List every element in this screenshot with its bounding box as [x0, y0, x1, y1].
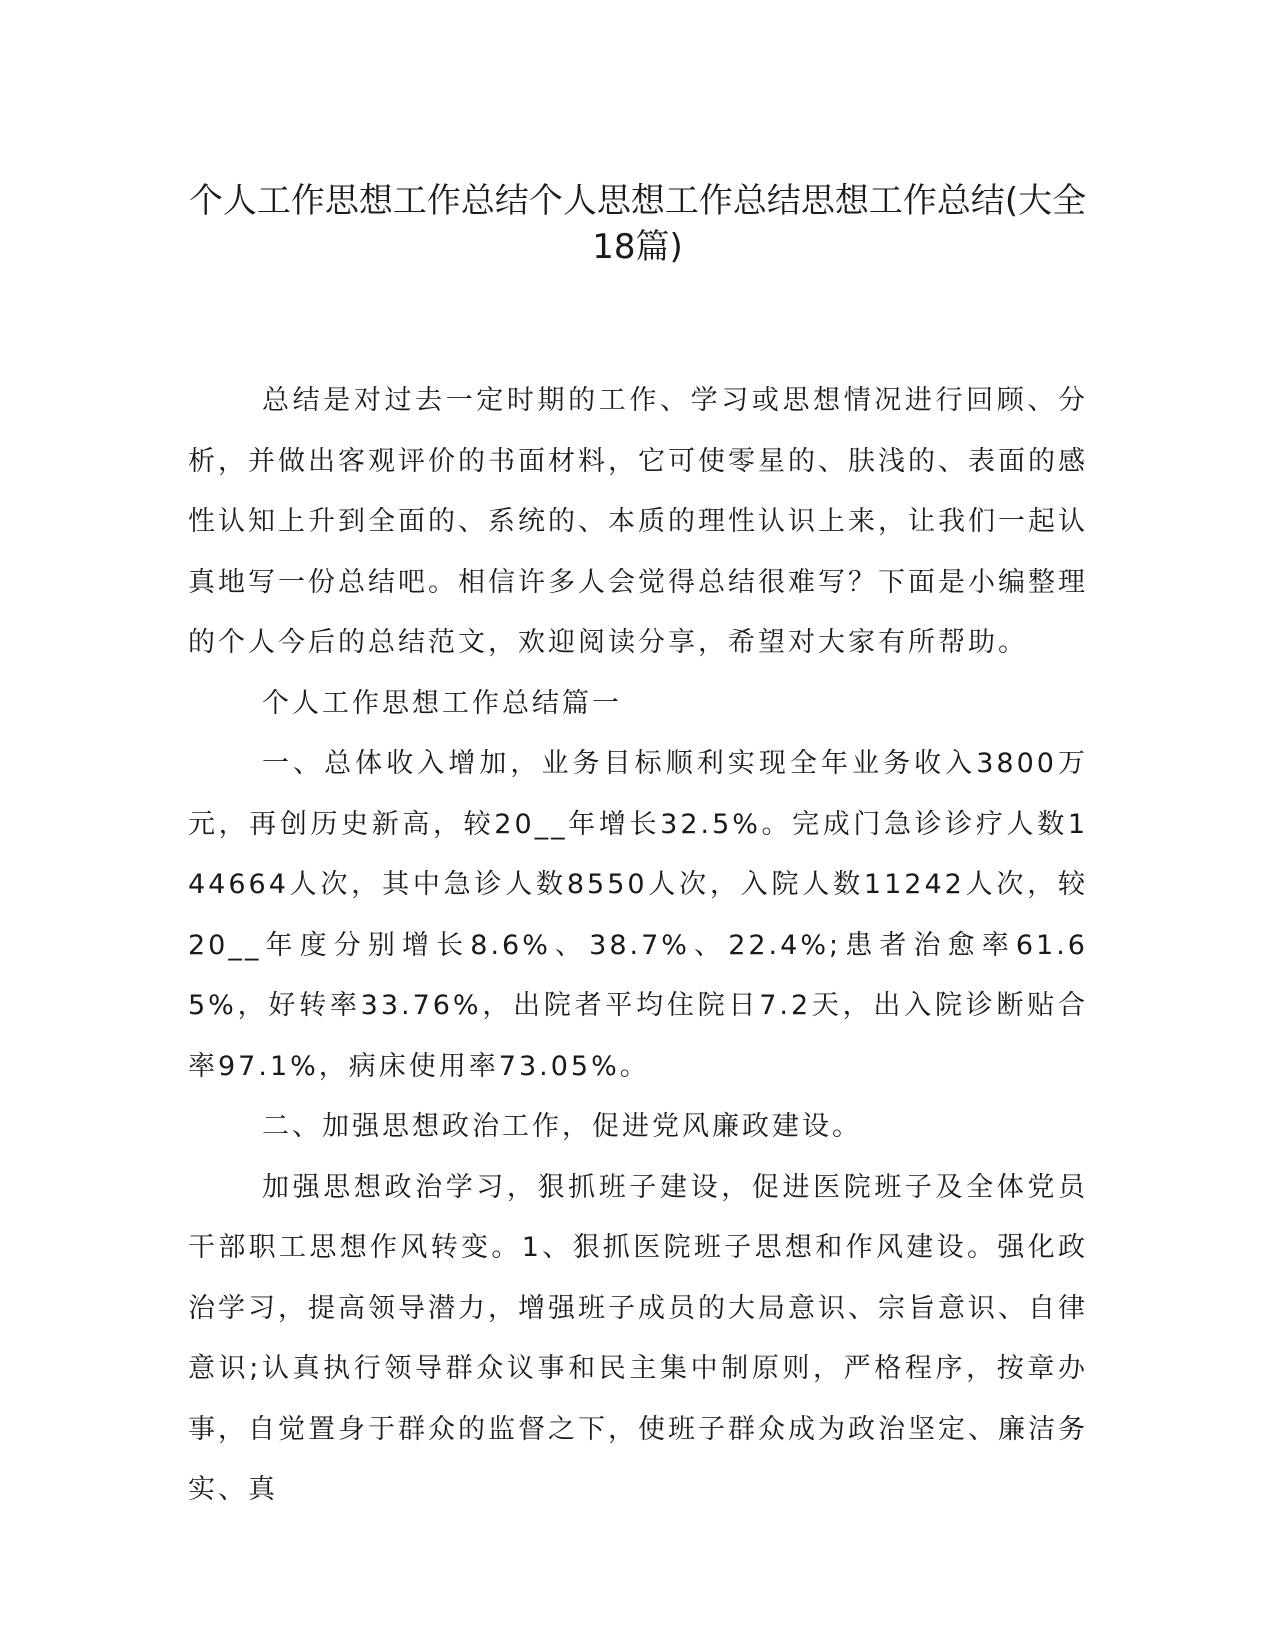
section-heading-part-one: 个人工作思想工作总结篇一	[262, 687, 622, 719]
document-title	[170, 178, 1105, 270]
paragraph-income: 一、总体收入增加，业务目标顺利实现全年业务收入3800万元，再创历史新高，较20__年增长32.5%。完成门急诊诊疗人数144664人次，其中急诊人数8550人次，入院人数11242人次，较20__年度分别增长8.6%、38.7%、22.4%;患者治愈率61.65%，好转率33.76%，出院者平均住院日7.2天，出入院诊断贴合率97.1%，病床使用率73.05%。	[188, 748, 1088, 1082]
title-line-2: 18篇)	[592, 227, 683, 267]
section-heading-political-work: 二、加强思想政治工作，促进党风廉政建设。	[262, 1111, 862, 1142]
paragraph-intro: 总结是对过去一定时期的工作、学习或思想情况进行回顾、分析，并做出客观评价的书面材料，它可使零星的、肤浅的、表面的感性认知上升到全面的、系统的、本质的理性认识上来，让我们一起认真地写一份总结吧。相信许多人会觉得总结很难写？下面是小编整理的个人今后的总结范文，欢迎阅读分享，希望对大家有所帮助。	[188, 385, 1088, 658]
title-line-1: 个人工作思想工作总结个人思想工作总结思想工作总结(大全	[188, 181, 1087, 221]
document-body	[188, 371, 1088, 1521]
paragraph-political-study: 加强思想政治学习，狠抓班子建设，促进医院班子及全体党员干部职工思想作风转变。1、狠抓医院班子思想和作风建设。强化政治学习，提高领导潜力，增强班子成员的大局意识、宗旨意识、自律意识;认真执行领导群众议事和民主集中制原则，严格程序，按章办事，自觉置身于群众的监督之下，使班子群众成为政治坚定、廉洁务实、真	[188, 1171, 1088, 1505]
